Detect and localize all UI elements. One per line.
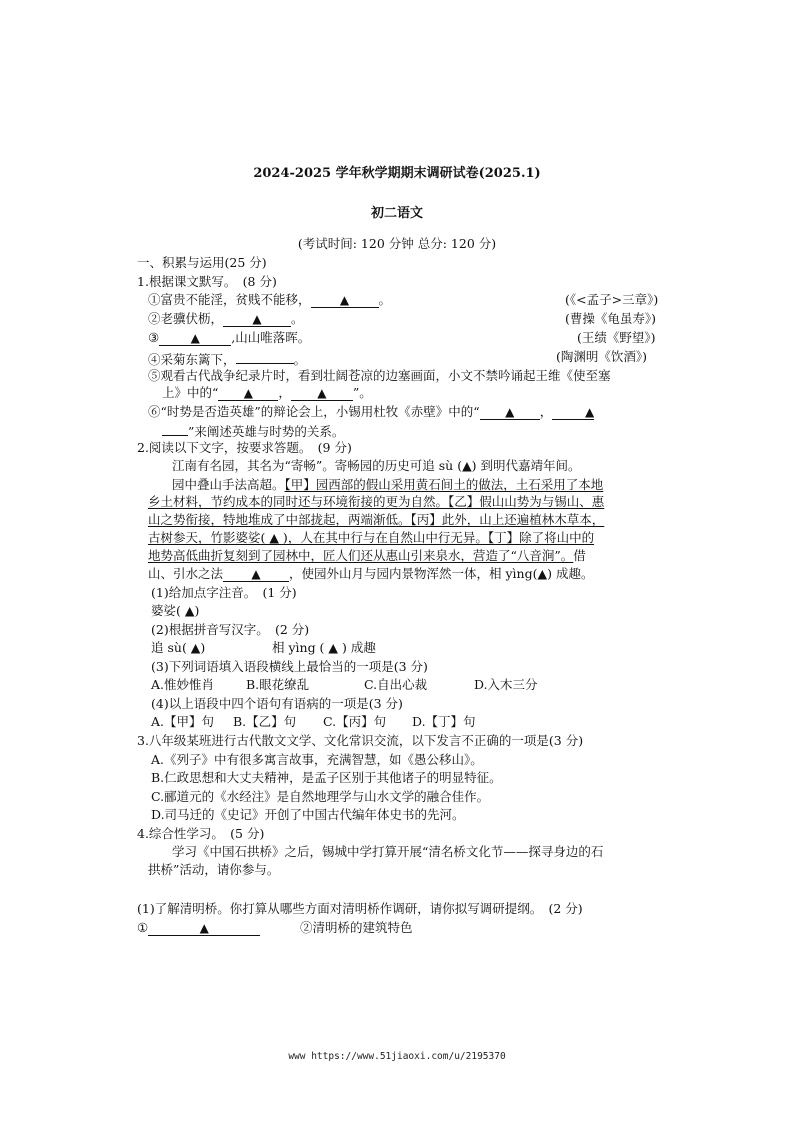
q1-item-5-line2: 上》中的“ ▲ ， ▲ ”。	[162, 385, 372, 400]
q2-sub4-option-a[interactable]: A.【甲】句	[151, 714, 215, 729]
q2-sub4-option-b[interactable]: B.【乙】句	[233, 714, 297, 729]
q1-item-6-line1: ⑥“时势是否造英雄”的辩论会上，小锡用杜牧《赤壁》中的“ ▲ ， ▲	[148, 404, 595, 419]
q1-item-1: ①富贵不能淫，贫贱不能移， ▲ 。	[148, 292, 392, 307]
q2-sub2-a[interactable]: 追 sù( ▲)	[151, 640, 206, 655]
subject-title: 初二语文	[370, 206, 423, 221]
question-4-stem: 4.综合性学习。 (5 分)	[137, 826, 265, 841]
q1-item-3: ③ ▲ ,山山唯落晖。	[148, 330, 311, 345]
answer-blank[interactable]: ▲	[480, 405, 540, 420]
answer-blank[interactable]	[236, 349, 294, 364]
q1-item-4-source: (陶渊明《饮酒》)	[556, 349, 648, 364]
q2-sub4: (4)以上语段中四个语句有语病的一项是(3 分)	[151, 696, 403, 711]
q1-item-2: ②老骥伏枥， ▲ 。	[148, 311, 304, 326]
q2-line-3: 山之势衔接，特地堆成了中部拢起，两端渐低。【丙】此外，山上还遍植林木草本，	[148, 512, 605, 527]
answer-blank[interactable]: ▲	[159, 331, 231, 346]
q1-item-3-source: (王绩《野望》)	[577, 330, 656, 345]
q3-option-c[interactable]: C.郦道元的《水经注》是自然地理学与山水文学的融合佳作。	[151, 789, 490, 804]
q2-sub1: (1)给加点字注音。 (1 分)	[151, 585, 297, 600]
q4-sub1-answer-a: ① ▲	[137, 920, 260, 936]
q2-paragraph-1: 江南有名园，其名为“寄畅”。寄畅园的历史可追 sù (▲) 到明代嘉靖年间。	[172, 458, 581, 473]
q2-line-1: 园中叠山手法高超。【甲】园西部的假山采用黄石间土的做法，土石采用了本地	[172, 477, 604, 492]
q2-sub3-option-b[interactable]: B.眼花缭乱	[246, 677, 310, 692]
q2-sub3-option-c[interactable]: C.自出心裁	[364, 677, 428, 692]
q2-sub4-option-d[interactable]: D.【丁】句	[412, 714, 476, 729]
q3-option-a[interactable]: A.《列子》中有很多寓言故事，充满智慧，如《愚公移山》。	[151, 752, 483, 767]
q4-paragraph-line2: 拱桥”活动，请你参与。	[148, 862, 280, 877]
q2-sub3-option-d[interactable]: D.入木三分	[474, 677, 538, 692]
q1-item-6-line2: ”来阐述英雄与时势的关系。	[162, 421, 344, 440]
q4-sub1: (1)了解清明桥。你打算从哪些方面对清明桥作调研，请你拟写调研提纲。 (2 分)	[137, 901, 583, 916]
q2-sub3: (3)下列词语填入语段横线上最恰当的一项是(3 分)	[151, 659, 428, 674]
question-1-stem: 1.根据课文默写。 (8 分)	[137, 274, 277, 289]
exam-title: 2024-2025 学年秋学期期末调研试卷(2025.1)	[253, 166, 541, 181]
answer-blank[interactable]: ▲	[552, 405, 594, 420]
q2-sub2: (2)根据拼音写汉字。 (2 分)	[151, 622, 310, 637]
q2-line-6: 山、引水之法 ▲ ，使园外山月与园内景物浑然一体，相 yìng(▲) 成趣。	[148, 566, 594, 581]
answer-blank[interactable]: ▲	[291, 386, 353, 401]
q2-line-5: 地势高低曲折复刻到了园林中，匠人们还从惠山引来泉水，营造了“八音涧”。借	[148, 548, 586, 563]
q3-option-b[interactable]: B.仁政思想和大丈夫精神，是孟子区别于其他诸子的明显特征。	[151, 770, 502, 785]
answer-blank[interactable]: ▲	[218, 386, 278, 401]
answer-blank[interactable]: ▲	[223, 567, 289, 582]
q2-sub3-option-a[interactable]: A.惟妙惟肖	[151, 677, 215, 692]
q4-paragraph-line1: 学习《中国石拱桥》之后，锡城中学打算开展“清名桥文化节——探寻身边的石	[172, 844, 604, 859]
answer-blank[interactable]: ▲	[148, 921, 260, 936]
answer-blank[interactable]: ▲	[311, 293, 379, 308]
q1-item-2-source: (曹操《龟虽寿》)	[565, 311, 657, 326]
q3-option-d[interactable]: D.司马迁的《史记》开创了中国古代编年体史书的先河。	[151, 807, 465, 822]
q2-line-4: 古树参天，竹影婆娑( ▲ )，人在其中行与在自然山中行无异。【丁】除了将山中的	[148, 530, 595, 545]
answer-blank-continued[interactable]	[162, 421, 188, 436]
q4-sub1-answer-b: ②清明桥的建筑特色	[300, 920, 413, 935]
exam-meta: (考试时间: 120 分钟 总分: 120 分)	[297, 236, 497, 251]
q2-sub2-b[interactable]: 相 yìng ( ▲ ) 成趣	[272, 640, 376, 655]
question-3-stem: 3.八年级某班进行古代散文文学、文化常识交流，以下发言不正确的一项是(3 分)	[137, 733, 584, 748]
q2-sub1-word[interactable]: 婆娑( ▲)	[151, 603, 200, 618]
footer-url[interactable]: www https://www.51jiaoxi.com/u/2195370	[288, 1051, 506, 1062]
section-heading: 一、积累与运用(25 分)	[137, 255, 267, 270]
q1-item-1-source: (《<孟子>三章》)	[565, 292, 659, 307]
answer-blank[interactable]: ▲	[223, 312, 291, 327]
q2-sub4-option-c[interactable]: C.【丙】句	[323, 714, 387, 729]
q1-item-4: ④采菊东篱下， 。	[148, 349, 306, 368]
q1-item-5-line1: ⑤观看古代战争纪录片时，看到壮阔苍凉的边塞画面，小文不禁吟诵起王维《使至塞	[148, 368, 611, 383]
question-2-stem: 2.阅读以下文字，按要求答题。 (9 分)	[137, 440, 352, 455]
q2-line-2: 乡土材料，节约成本的同时还与环境衔接的更为自然。【乙】假山山势为与锡山、惠	[148, 494, 605, 509]
